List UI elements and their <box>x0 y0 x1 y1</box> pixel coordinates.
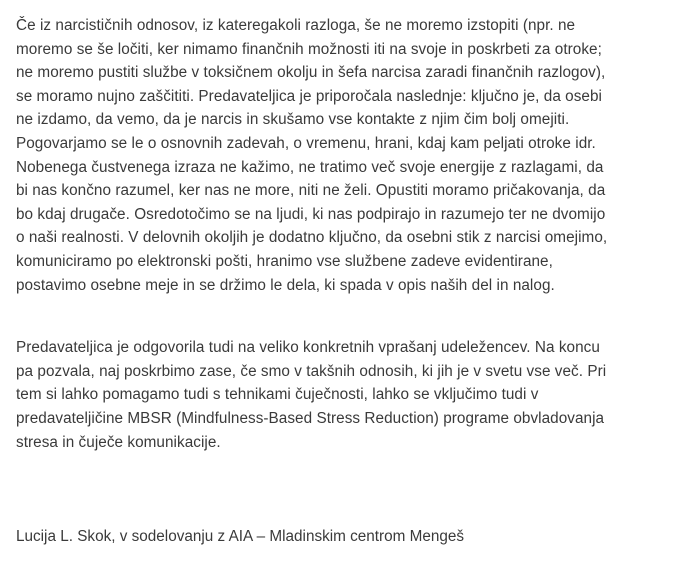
text-line: ne moremo pustiti službe v toksičnem okolju in šefa narcisa zaradi finančnih razlogov), <box>16 64 606 82</box>
text-line: stresa in čuječe komunikacije. <box>16 433 221 451</box>
article-body <box>16 14 680 549</box>
text-line: se moramo nujno zaščititi. Predavateljica je priporočala naslednje: ključno je, da osebi <box>16 87 602 105</box>
text-line: bo kdaj drugače. Osredotočimo se na ljudi, ki nas podpirajo in razumejo ter ne dvomijo <box>16 205 606 223</box>
paragraph-lecturer-answers <box>16 336 680 454</box>
text-line: ne izdamo, da vemo, da je narcis in skušamo vse kontakte z njim čim bolj omejiti. <box>16 111 570 129</box>
text-line: tem si lahko pomagamo tudi s tehnikami čuječnosti, lahko se vključimo tudi v <box>16 386 539 404</box>
paragraph-protection-advice <box>16 14 680 297</box>
text-line: bi nas končno razumel, ker nas ne more, niti ne želi. Opustiti moramo pričakovanja, da <box>16 182 606 200</box>
text-line: Predavateljica je odgovorila tudi na veliko konkretnih vprašanj udeležencev. Na koncu <box>16 339 600 357</box>
text-line: Nobenega čustvenega izraza ne kažimo, ne tratimo več svoje energije z razlagami, da <box>16 158 604 176</box>
text-line: komuniciramo po elektronski pošti, hranimo vse službene zadeve evidentirane, <box>16 252 553 270</box>
author-signature: Lucija L. Skok, v sodelovanju z AIA – Mladinskim centrom Mengeš <box>16 528 465 546</box>
text-line: moremo se še ločiti, ker nimamo finančnih možnosti iti na svoje in poskrbeti za otroke; <box>16 40 602 58</box>
text-line: pa pozvala, naj poskrbimo zase, če smo v takšnih odnosih, ki jih je v svetu vse več. Pri <box>16 362 607 380</box>
text-line: Če iz narcističnih odnosov, iz kateregakoli razloga, še ne moremo izstopiti (npr. ne <box>16 17 576 34</box>
text-line: postavimo osebne meje in se držimo le dela, ki spada v opis naših del in nalog. <box>16 276 555 294</box>
text-line: predavateljičine MBSR (Mindfulness-Based Stress Reduction) programe obvladovanja <box>16 409 605 427</box>
text-line: o naši realnosti. V delovnih okoljih je dodatno ključno, da osebni stik z narcisi omejimo, <box>16 229 608 247</box>
text-line: Pogovarjamo se le o osnovnih zadevah, o vremenu, hrani, kdaj kam peljati otroke idr. <box>16 134 596 152</box>
